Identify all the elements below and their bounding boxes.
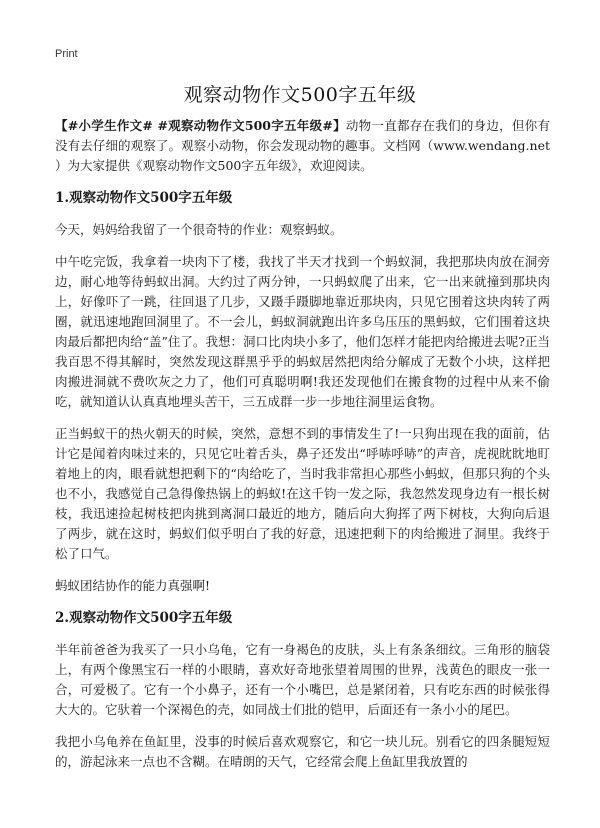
article-body	[55, 116, 550, 784]
section-heading: 1.观察动物作文500字五年级	[55, 190, 233, 206]
section-heading: 2.观察动物作文500字五年级	[55, 610, 233, 626]
paragraph: 正当蚂蚁干的热火朝天的时候，突然，意想不到的事情发生了!一只狗出现在我的面前，估计它是闻着肉味过来的，只见它吐着舌头，鼻子还发出“呼哧呼哧”的声音，虎视眈眈地盯着地上的肉，眼看就想把剩下的“肉给吃了，当时我非常担心那些小蚂蚁，但那只狗的个头也不小，我感觉自己急得像热锅上的蚂蚁!在这千钧一发之际，我忽然发现身边有一根长树枝，我迅速捡起树枝把肉挑到离洞口最近的地方，随后向大狗挥了两下树枝，大狗向后退了两步，就在这时，蚂蚁们似乎明白了我的好意，迅速把剩下的肉给搬进了洞里。我终于松了口气。	[55, 426, 550, 561]
paragraph: 半年前爸爸为我买了一只小乌龟，它有一身褐色的皮肤，头上有条条细纹。三角形的脑袋上，有两个像黑宝石一样的小眼睛，喜欢好奇地张望着周围的世界，浅黄色的眼皮一张一合，可爱极了。它有一个小鼻子，还有一个小嘴巴，总是紧闭着，只有吃东西的时候张得大大的。它驮着一个深褐色的壳，如同战士们批的铠甲，后面还有一条小小的尾巴。	[55, 642, 550, 717]
paragraph: 中午吃完饭，我拿着一块肉下了楼，我找了半天才找到一个蚂蚁洞，我把那块肉放在洞旁边，耐心地等待蚂蚁出洞。大约过了两分钟，一只蚂蚁爬了出来，它一出来就撞到那块肉上，好像吓了一跳，往回退了几步，又蹑手蹑脚地靠近那块肉，只见它围着这块肉转了两圈，就迅速地跑回洞里了。不一会儿，蚂蚁洞就跑出许多乌压压的黑蚂蚁，它们围着这块肉最后都把肉给“盖”住了。我想：洞口比肉块小多了，他们怎样才能把肉给搬进去呢?正当我百思不得其解时，突然发现这群黑乎乎的蚂蚁居然把肉给分解成了无数个小块，这样把肉搬进洞就不费吹灰之力了，他们可真聪明啊!我还发现他们在搬食物的过程中从来不偷吃，就知道认认真真地埋头苦干，三五成群一步一步地往洞里运食物。	[55, 254, 550, 409]
page-title: 观察动物作文500字五年级	[183, 84, 417, 106]
paragraph: 今天，妈妈给我留了一个很奇特的作业：观察蚂蚁。	[55, 222, 343, 237]
paragraph: 蚂蚁团结协作的能力真强啊!	[55, 578, 211, 593]
intro-tag: 【#小学生作文# #观察动物作文500字五年级#】	[55, 118, 346, 133]
section-1	[55, 188, 550, 596]
intro-text: 动物一直都存在我们的身边，但你有没有去仔细的观察了。观察小动物，你会发现动物的趣事。文档网（www.wendang.net ）为大家提供《观察动物作文500字五年级》，欢迎阅读。	[55, 118, 550, 173]
intro-paragraph	[55, 116, 550, 176]
section-2	[55, 608, 550, 772]
paragraph: 我把小乌龟养在鱼缸里，没事的时候后喜欢观察它，和它一块儿玩。别看它的四条腿短短的，游起泳来一点也不含糊。在晴朗的天气，它经常会爬上鱼缸里我放置的	[55, 734, 550, 769]
print-label[interactable]: Print	[55, 48, 78, 60]
